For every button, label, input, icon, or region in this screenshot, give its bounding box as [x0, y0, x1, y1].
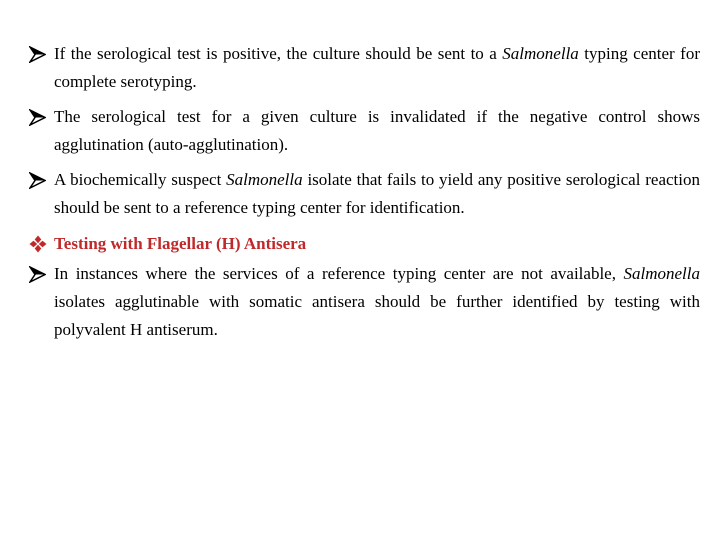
section-heading-item	[29, 230, 700, 258]
bullet-item	[29, 166, 700, 222]
arrowhead-bullet-icon	[29, 166, 51, 194]
bullet-item	[29, 260, 700, 344]
section-heading: Testing with Flagellar (H) Antisera	[54, 234, 307, 253]
bullet-text: In instances where the services of a reference typing center are not available, Salmonella isolates agglutinable with somatic antisera should be further identified by testing with polyvalent H antiserum.	[54, 264, 700, 339]
arrowhead-bullet-icon	[29, 260, 51, 288]
arrowhead-bullet-icon	[29, 40, 51, 68]
bullet-item	[29, 40, 700, 96]
bullet-text: If the serological test is positive, the culture should be sent to a Salmonella typing center for complete serotyping.	[54, 44, 700, 91]
bullet-item	[29, 103, 700, 159]
bullet-text: A biochemically suspect Salmonella isolate that fails to yield any positive serological reaction should be sent to a reference typing center for identification.	[54, 170, 700, 217]
four-diamond-bullet-icon	[29, 230, 51, 258]
arrowhead-bullet-icon	[29, 103, 51, 131]
bullet-text: The serological test for a given culture is invalidated if the negative control shows agglutination (auto-agglutination).	[54, 107, 700, 154]
